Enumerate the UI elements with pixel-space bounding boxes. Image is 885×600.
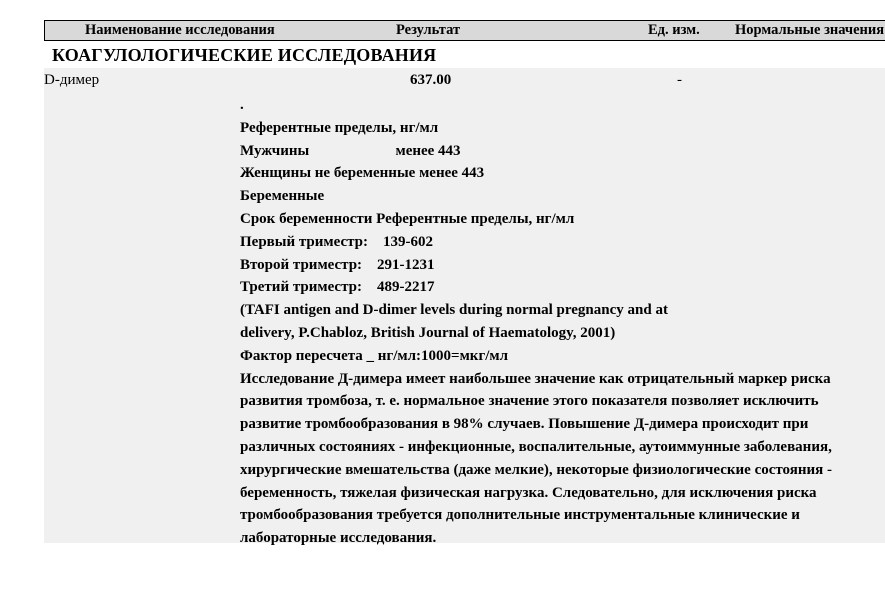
comment-line: беременность, тяжелая физическая нагрузка. Следовательно, для исключения риска <box>240 484 817 501</box>
header-result: Результат <box>396 22 461 38</box>
comment-line: Беременные <box>240 188 325 205</box>
test-name: D-димер <box>44 72 100 88</box>
test-unit: - <box>677 72 682 88</box>
comment-line: Второй триместр: 291-1231 <box>240 256 435 273</box>
header-name: Наименование исследования <box>85 22 275 38</box>
comment-line: (TAFI antigen and D-dimer levels during normal pregnancy and at <box>240 302 668 319</box>
table-header <box>44 20 885 41</box>
comment-line: Первый триместр: 139-602 <box>240 233 434 250</box>
comment-line: различных состояниях - инфекционные, воспалительные, аутоиммунные заболевания, <box>240 438 832 455</box>
comment-line: лабораторные исследования. <box>240 530 437 547</box>
comment-line: delivery, P.Chabloz, British Journal of Haematology, 2001) <box>240 324 616 341</box>
section-title: КОАГУЛОЛОГИЧЕСКИЕ ИССЛЕДОВАНИЯ <box>52 45 437 65</box>
comment-line: хирургические вмешательства (даже мелкие), некоторые физиологические состояния - <box>240 461 833 478</box>
test-value: 637.00 <box>410 72 452 88</box>
header-unit: Ед. изм. <box>648 22 700 38</box>
comment-line: Третий триместр: 489-2217 <box>240 279 435 296</box>
comment-line: . <box>240 97 244 113</box>
comment-line: Женщины не беременные менее 443 <box>240 165 485 182</box>
comment-line: развитие тромбообразования в 98% случаев. Повышение Д-димера происходит при <box>240 416 809 433</box>
comment-line: развития тромбоза, т. е. нормальное значение этого показателя позволяет исключить <box>240 393 819 410</box>
comment-line: Фактор пересчета _ нг/мл:1000=мкг/мл <box>240 347 509 364</box>
header-norm: Нормальные значения <box>735 22 885 38</box>
comment-line: Референтные пределы, нг/мл <box>240 119 439 136</box>
comment-line: Срок беременности Референтные пределы, нг/мл <box>240 210 575 227</box>
comment-line: тромбообразования требуется дополнительные инструментальные клинические и <box>240 507 800 524</box>
test-comment <box>240 94 832 550</box>
comment-line: Мужчины менее 443 <box>240 142 461 159</box>
comment-line: Исследование Д-димера имеет наибольшее значение как отрицательный маркер риска <box>240 370 831 387</box>
